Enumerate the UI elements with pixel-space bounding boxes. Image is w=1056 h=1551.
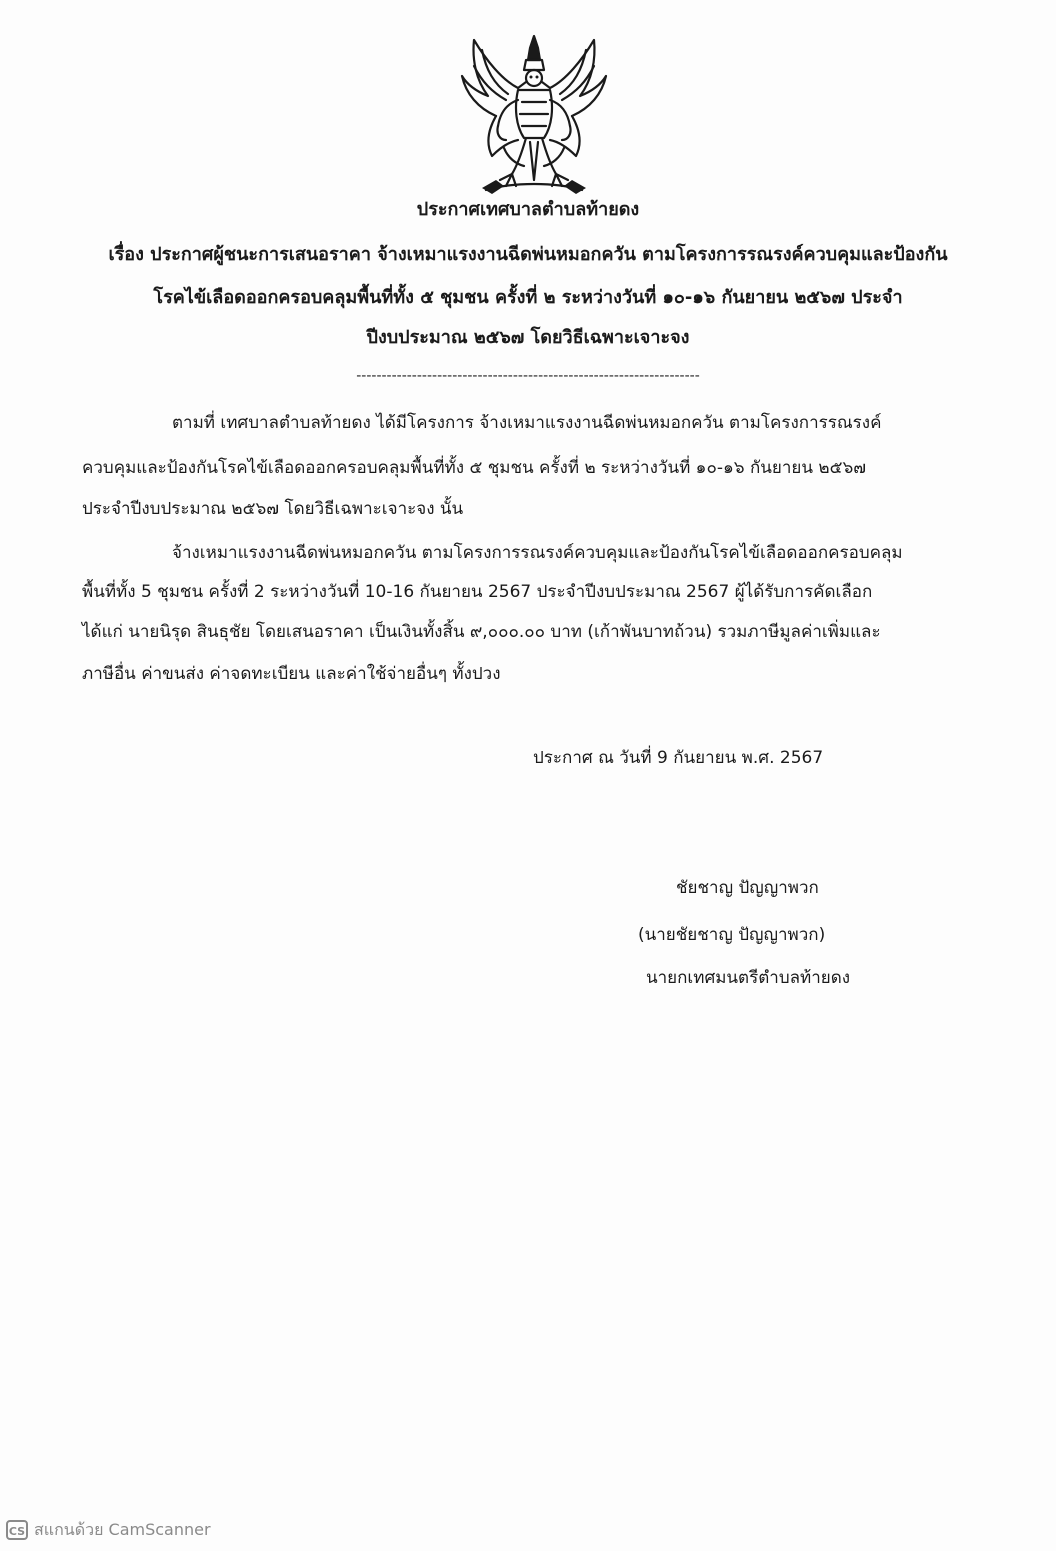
garuda-emblem-icon [452,30,616,198]
camscanner-watermark [6,1519,211,1541]
paragraph-1-line-3: ประจำปีงบประมาณ ๒๕๖๗ โดยวิธีเฉพาะเจาะจง นั้น [82,499,464,519]
paragraph-2-line-3: ได้แก่ นายนิรุด สินธุชัย โดยเสนอราคา เป็นเงินทั้งสิ้น ๙,๐๐๐.๐๐ บาท (เก้าพันบาทถ้วน) รวมภาษีมูลค่าเพิ่มและ [82,622,881,642]
camscanner-logo-icon: CS [6,1520,28,1540]
paragraph-2-line-2: พื้นที่ทั้ง 5 ชุมชน ครั้งที่ 2 ระหว่างวันที่ 10-16 กันยายน 2567 ประจำปีงบประมาณ 2567 ผู้ได้รับการคัดเลือก [82,582,873,602]
paragraph-2-line-4: ภาษีอื่น ค่าขนส่ง ค่าจดทะเบียน และค่าใช้จ่ายอื่นๆ ทั้งปวง [82,664,501,684]
subject-line-1: เรื่อง ประกาศผู้ชนะการเสนอราคา จ้างเหมาแรงงานฉีดพ่นหมอกควัน ตามโครงการรณรงค์ควบคุมและป้องกัน [108,244,948,265]
subject-line-2: โรคไข้เลือดออกครอบคลุมพื้นที่ทั้ง ๕ ชุมชน ครั้งที่ ๒ ระหว่างวันที่ ๑๐-๑๖ กันยายน ๒๕๖๗ ประจำ [153,287,903,308]
watermark-text: สแกนด้วย CamScanner [34,1519,211,1539]
subject-line-3: ปีงบประมาณ ๒๕๖๗ โดยวิธีเฉพาะเจาะจง [366,327,690,348]
divider-line: -------------------------------------------------------------------- [356,368,700,384]
paragraph-1-line-2: ควบคุมและป้องกันโรคไข้เลือดออกครอบคลุมพื้นที่ทั้ง ๕ ชุมชน ครั้งที่ ๒ ระหว่างวันที่ ๑๐-๑๖ กันยายน ๒๕๖๗ [82,458,867,478]
signature-full-name: (นายชัยชาญ ปัญญาพวก) [638,925,826,945]
announcement-date: ประกาศ ณ วันที่ 9 กันยายน พ.ศ. 2567 [533,748,824,768]
paragraph-2-line-1: จ้างเหมาแรงงานฉีดพ่นหมอกควัน ตามโครงการรณรงค์ควบคุมและป้องกันโรคไข้เลือดออกครอบคลุม [172,543,903,563]
document-title: ประกาศเทศบาลตำบลท้ายดง [416,199,640,220]
paragraph-1-line-1: ตามที่ เทศบาลตำบลท้ายดง ได้มีโครงการ จ้างเหมาแรงงานฉีดพ่นหมอกควัน ตามโครงการรณรงค์ [172,413,882,433]
signature-name: ชัยชาญ ปัญญาพวก [676,878,819,898]
signature-position: นายกเทศมนตรีตำบลท้ายดง [646,968,851,988]
